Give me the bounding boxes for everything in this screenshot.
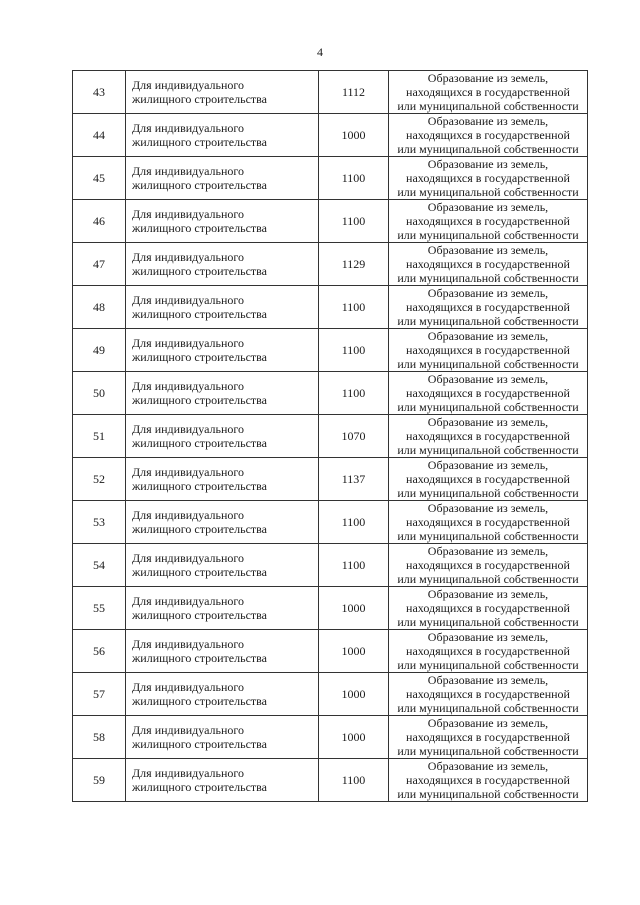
row-number-cell: 55 xyxy=(73,587,126,630)
purpose-line-2: жилищного строительства xyxy=(132,350,267,364)
area-cell: 1100 xyxy=(319,501,389,544)
method-line-1: Образование из земель, xyxy=(427,587,549,601)
table-body xyxy=(73,71,588,802)
purpose-line-1: Для индивидуального xyxy=(132,207,245,221)
method-line-2: находящихся в государственной xyxy=(406,128,570,142)
method-line-2: находящихся в государственной xyxy=(406,171,570,185)
row-number-cell: 43 xyxy=(73,71,126,114)
purpose-cell xyxy=(126,114,319,157)
purpose-line-2: жилищного строительства xyxy=(132,307,267,321)
formation-method-cell xyxy=(389,329,588,372)
method-line-2: находящихся в государственной xyxy=(406,429,570,443)
purpose-line-2: жилищного строительства xyxy=(132,565,267,579)
area-cell: 1100 xyxy=(319,200,389,243)
method-line-3: или муниципальной собственности xyxy=(397,400,579,414)
table-row xyxy=(73,587,588,630)
method-line-1: Образование из земель, xyxy=(427,200,549,214)
method-line-1: Образование из земель, xyxy=(427,157,549,171)
row-number-cell: 58 xyxy=(73,716,126,759)
formation-method-cell xyxy=(389,71,588,114)
method-line-3: или муниципальной собственности xyxy=(397,744,579,758)
method-line-1: Образование из земель, xyxy=(427,716,549,730)
area-cell: 1000 xyxy=(319,587,389,630)
purpose-line-1: Для индивидуального xyxy=(132,637,245,651)
method-line-3: или муниципальной собственности xyxy=(397,486,579,500)
formation-method-cell xyxy=(389,200,588,243)
table-row xyxy=(73,114,588,157)
formation-method-cell xyxy=(389,759,588,802)
purpose-cell xyxy=(126,243,319,286)
method-line-2: находящихся в государственной xyxy=(406,300,570,314)
method-line-3: или муниципальной собственности xyxy=(397,658,579,672)
purpose-line-2: жилищного строительства xyxy=(132,479,267,493)
purpose-line-1: Для индивидуального xyxy=(132,465,245,479)
formation-method-cell xyxy=(389,501,588,544)
row-number-cell: 50 xyxy=(73,372,126,415)
purpose-cell xyxy=(126,544,319,587)
table-row xyxy=(73,759,588,802)
formation-method-cell xyxy=(389,114,588,157)
method-line-1: Образование из земель, xyxy=(427,415,549,429)
method-line-3: или муниципальной собственности xyxy=(397,99,579,113)
purpose-cell xyxy=(126,329,319,372)
method-line-1: Образование из земель, xyxy=(427,286,549,300)
purpose-line-2: жилищного строительства xyxy=(132,651,267,665)
purpose-cell xyxy=(126,630,319,673)
method-line-1: Образование из земель, xyxy=(427,329,549,343)
row-number-cell: 47 xyxy=(73,243,126,286)
purpose-line-2: жилищного строительства xyxy=(132,522,267,536)
row-number-cell: 59 xyxy=(73,759,126,802)
method-line-3: или муниципальной собственности xyxy=(397,787,579,801)
purpose-cell xyxy=(126,587,319,630)
formation-method-cell xyxy=(389,372,588,415)
table-row xyxy=(73,372,588,415)
area-cell: 1100 xyxy=(319,544,389,587)
table-row xyxy=(73,458,588,501)
table-row xyxy=(73,544,588,587)
table-row xyxy=(73,716,588,759)
method-line-3: или муниципальной собственности xyxy=(397,314,579,328)
purpose-line-2: жилищного строительства xyxy=(132,264,267,278)
purpose-line-2: жилищного строительства xyxy=(132,737,267,751)
formation-method-cell xyxy=(389,157,588,200)
table-row xyxy=(73,200,588,243)
formation-method-cell xyxy=(389,716,588,759)
area-cell: 1000 xyxy=(319,114,389,157)
method-line-1: Образование из земель, xyxy=(427,630,549,644)
purpose-line-1: Для индивидуального xyxy=(132,723,245,737)
row-number-cell: 46 xyxy=(73,200,126,243)
purpose-cell xyxy=(126,501,319,544)
purpose-cell xyxy=(126,716,319,759)
area-cell: 1100 xyxy=(319,329,389,372)
method-line-2: находящихся в государственной xyxy=(406,601,570,615)
method-line-3: или муниципальной собственности xyxy=(397,443,579,457)
table-row xyxy=(73,501,588,544)
area-cell: 1070 xyxy=(319,415,389,458)
method-line-2: находящихся в государственной xyxy=(406,644,570,658)
table-row xyxy=(73,71,588,114)
method-line-2: находящихся в государственной xyxy=(406,687,570,701)
purpose-line-2: жилищного строительства xyxy=(132,780,267,794)
purpose-line-1: Для индивидуального xyxy=(132,379,245,393)
purpose-line-1: Для индивидуального xyxy=(132,422,245,436)
area-cell: 1137 xyxy=(319,458,389,501)
method-line-3: или муниципальной собственности xyxy=(397,701,579,715)
purpose-line-2: жилищного строительства xyxy=(132,393,267,407)
purpose-line-1: Для индивидуального xyxy=(132,250,245,264)
method-line-3: или муниципальной собственности xyxy=(397,357,579,371)
purpose-cell xyxy=(126,415,319,458)
table-row xyxy=(73,157,588,200)
purpose-line-2: жилищного строительства xyxy=(132,436,267,450)
area-cell: 1000 xyxy=(319,630,389,673)
area-cell: 1000 xyxy=(319,716,389,759)
table-row xyxy=(73,415,588,458)
purpose-line-1: Для индивидуального xyxy=(132,594,245,608)
row-number-cell: 52 xyxy=(73,458,126,501)
method-line-1: Образование из земель, xyxy=(427,501,549,515)
purpose-line-2: жилищного строительства xyxy=(132,135,267,149)
area-cell: 1100 xyxy=(319,372,389,415)
row-number-cell: 53 xyxy=(73,501,126,544)
page-number: 4 xyxy=(317,45,323,59)
row-number-cell: 51 xyxy=(73,415,126,458)
method-line-3: или муниципальной собственности xyxy=(397,529,579,543)
table-row xyxy=(73,329,588,372)
purpose-line-2: жилищного строительства xyxy=(132,608,267,622)
method-line-1: Образование из земель, xyxy=(427,759,549,773)
row-number-cell: 49 xyxy=(73,329,126,372)
row-number-cell: 48 xyxy=(73,286,126,329)
purpose-line-1: Для индивидуального xyxy=(132,121,245,135)
purpose-cell xyxy=(126,200,319,243)
row-number-cell: 56 xyxy=(73,630,126,673)
method-line-1: Образование из земель, xyxy=(427,673,549,687)
row-number-cell: 45 xyxy=(73,157,126,200)
method-line-3: или муниципальной собственности xyxy=(397,185,579,199)
method-line-1: Образование из земель, xyxy=(427,71,549,85)
method-line-3: или муниципальной собственности xyxy=(397,615,579,629)
table-row xyxy=(73,673,588,716)
method-line-1: Образование из земель, xyxy=(427,372,549,386)
method-line-2: находящихся в государственной xyxy=(406,515,570,529)
purpose-cell xyxy=(126,71,319,114)
method-line-2: находящихся в государственной xyxy=(406,214,570,228)
purpose-line-1: Для индивидуального xyxy=(132,336,245,350)
purpose-line-2: жилищного строительства xyxy=(132,92,267,106)
formation-method-cell xyxy=(389,630,588,673)
method-line-2: находящихся в государственной xyxy=(406,386,570,400)
method-line-3: или муниципальной собственности xyxy=(397,271,579,285)
method-line-2: находящихся в государственной xyxy=(406,257,570,271)
formation-method-cell xyxy=(389,458,588,501)
purpose-cell xyxy=(126,157,319,200)
purpose-cell xyxy=(126,673,319,716)
method-line-2: находящихся в государственной xyxy=(406,730,570,744)
area-cell: 1112 xyxy=(319,71,389,114)
method-line-3: или муниципальной собственности xyxy=(397,142,579,156)
purpose-cell xyxy=(126,286,319,329)
method-line-3: или муниципальной собственности xyxy=(397,228,579,242)
method-line-2: находящихся в государственной xyxy=(406,558,570,572)
purpose-cell xyxy=(126,458,319,501)
area-cell: 1100 xyxy=(319,286,389,329)
row-number-cell: 54 xyxy=(73,544,126,587)
method-line-1: Образование из земель, xyxy=(427,114,549,128)
area-cell: 1000 xyxy=(319,673,389,716)
purpose-line-1: Для индивидуального xyxy=(132,78,245,92)
method-line-2: находящихся в государственной xyxy=(406,773,570,787)
purpose-line-1: Для индивидуального xyxy=(132,680,245,694)
purpose-line-2: жилищного строительства xyxy=(132,694,267,708)
formation-method-cell xyxy=(389,544,588,587)
purpose-cell xyxy=(126,759,319,802)
area-cell: 1129 xyxy=(319,243,389,286)
area-cell: 1100 xyxy=(319,759,389,802)
purpose-line-1: Для индивидуального xyxy=(132,164,245,178)
table-row xyxy=(73,286,588,329)
purpose-line-1: Для индивидуального xyxy=(132,551,245,565)
purpose-line-2: жилищного строительства xyxy=(132,221,267,235)
method-line-2: находящихся в государственной xyxy=(406,472,570,486)
purpose-line-1: Для индивидуального xyxy=(132,766,245,780)
method-line-1: Образование из земель, xyxy=(427,243,549,257)
purpose-line-1: Для индивидуального xyxy=(132,293,245,307)
table-row xyxy=(73,243,588,286)
area-cell: 1100 xyxy=(319,157,389,200)
formation-method-cell xyxy=(389,673,588,716)
method-line-1: Образование из земель, xyxy=(427,544,549,558)
method-line-3: или муниципальной собственности xyxy=(397,572,579,586)
purpose-cell xyxy=(126,372,319,415)
formation-method-cell xyxy=(389,243,588,286)
method-line-2: находящихся в государственной xyxy=(406,343,570,357)
purpose-line-2: жилищного строительства xyxy=(132,178,267,192)
land-plots-table xyxy=(72,70,588,802)
table-row xyxy=(73,630,588,673)
method-line-1: Образование из земель, xyxy=(427,458,549,472)
formation-method-cell xyxy=(389,415,588,458)
row-number-cell: 57 xyxy=(73,673,126,716)
formation-method-cell xyxy=(389,587,588,630)
formation-method-cell xyxy=(389,286,588,329)
row-number-cell: 44 xyxy=(73,114,126,157)
purpose-line-1: Для индивидуального xyxy=(132,508,245,522)
method-line-2: находящихся в государственной xyxy=(406,85,570,99)
